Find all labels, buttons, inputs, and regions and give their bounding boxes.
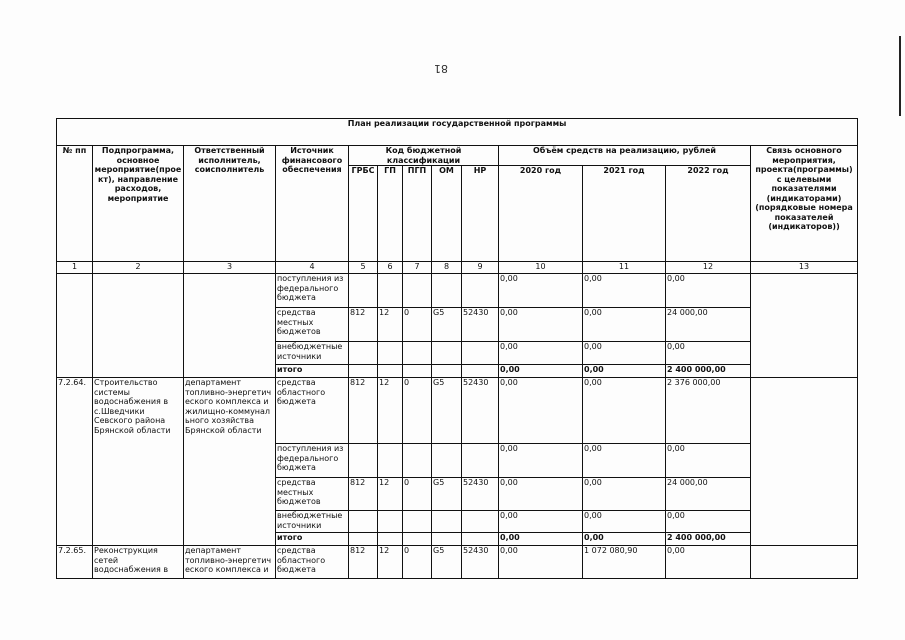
measure-name: Строительство системы водоснабжения в с.Шведчики Севского района Брянской области xyxy=(93,378,184,546)
header-program: Подпрограмма, основное мероприятие(прое кт), направление расходов, мероприятие xyxy=(93,146,184,262)
y2021-cell: 0,00 xyxy=(583,308,666,342)
col-number: 13 xyxy=(751,262,858,274)
gp-cell xyxy=(378,274,403,308)
grbs-cell: 812 xyxy=(349,546,378,579)
table-row xyxy=(57,378,858,444)
pgp-cell xyxy=(403,444,432,478)
om-cell xyxy=(432,533,462,546)
pgp-cell: 0 xyxy=(403,478,432,511)
pgp-cell xyxy=(403,274,432,308)
source-cell: средства местных бюджетов xyxy=(276,478,349,511)
y2022-cell: 2 376 000,00 xyxy=(666,378,751,444)
header-link: Связь основного мероприятия, проекта(программы) с целевыми показателями (индикаторами) (порядковые номера показателей (индикаторов)) xyxy=(751,146,858,262)
header-grbs: ГРБС xyxy=(349,166,378,262)
grbs-cell: 812 xyxy=(349,308,378,342)
nr-cell xyxy=(462,533,499,546)
om-cell xyxy=(432,365,462,378)
header-2021: 2021 год xyxy=(583,166,666,262)
y2020-cell: 0,00 xyxy=(499,308,583,342)
gp-cell xyxy=(378,444,403,478)
grbs-cell xyxy=(349,511,378,533)
grbs-cell: 812 xyxy=(349,478,378,511)
y2021-cell: 0,00 xyxy=(583,378,666,444)
grbs-cell xyxy=(349,444,378,478)
source-cell: поступления из федерального бюджета xyxy=(276,274,349,308)
om-cell: G5 xyxy=(432,378,462,444)
nr-cell xyxy=(462,511,499,533)
om-cell: G5 xyxy=(432,308,462,342)
link-cell-empty xyxy=(751,378,858,546)
y2020-cell-total: 0,00 xyxy=(499,533,583,546)
gp-cell: 12 xyxy=(378,478,403,511)
y2021-cell: 0,00 xyxy=(583,342,666,365)
page-number: 81 xyxy=(434,62,448,75)
header-2022: 2022 год xyxy=(666,166,751,262)
gp-cell: 12 xyxy=(378,308,403,342)
source-cell: средства областного бюджета xyxy=(276,546,349,579)
nr-cell xyxy=(462,365,499,378)
header-gp: ГП xyxy=(378,166,403,262)
nr-cell xyxy=(462,274,499,308)
gp-cell xyxy=(378,342,403,365)
om-cell: G5 xyxy=(432,478,462,511)
program-cell-empty xyxy=(93,274,184,378)
y2022-cell: 24 000,00 xyxy=(666,478,751,511)
link-cell-empty xyxy=(751,546,858,579)
y2021-cell: 0,00 xyxy=(583,444,666,478)
pgp-cell: 0 xyxy=(403,308,432,342)
y2022-cell: 0,00 xyxy=(666,546,751,579)
gp-cell xyxy=(378,533,403,546)
nr-cell xyxy=(462,444,499,478)
y2022-cell: 24 000,00 xyxy=(666,308,751,342)
y2022-cell: 0,00 xyxy=(666,342,751,365)
y2022-cell-total: 2 400 000,00 xyxy=(666,365,751,378)
col-number: 9 xyxy=(462,262,499,274)
pgp-cell xyxy=(403,511,432,533)
col-number: 5 xyxy=(349,262,378,274)
pgp-cell xyxy=(403,365,432,378)
col-number: 2 xyxy=(93,262,184,274)
om-cell: G5 xyxy=(432,546,462,579)
gp-cell xyxy=(378,365,403,378)
col-number: 12 xyxy=(666,262,751,274)
table-row xyxy=(57,546,858,579)
col-number: 7 xyxy=(403,262,432,274)
nr-cell: 52430 xyxy=(462,546,499,579)
y2020-cell: 0,00 xyxy=(499,546,583,579)
gp-cell: 12 xyxy=(378,378,403,444)
y2021-cell: 0,00 xyxy=(583,274,666,308)
measure-name: Реконструкция сетей водоснабжения в xyxy=(93,546,184,579)
col-number: 6 xyxy=(378,262,403,274)
y2022-cell-total: 2 400 000,00 xyxy=(666,533,751,546)
y2022-cell: 0,00 xyxy=(666,444,751,478)
y2020-cell-total: 0,00 xyxy=(499,365,583,378)
executor-cell-empty xyxy=(184,274,276,378)
col-number: 4 xyxy=(276,262,349,274)
y2020-cell: 0,00 xyxy=(499,342,583,365)
nr-cell xyxy=(462,342,499,365)
gp-cell: 12 xyxy=(378,546,403,579)
y2021-cell: 0,00 xyxy=(583,511,666,533)
grbs-cell xyxy=(349,365,378,378)
source-cell-total: итого xyxy=(276,365,349,378)
header-budget-code: Код бюджетной классификации xyxy=(349,146,499,166)
source-cell-total: итого xyxy=(276,533,349,546)
y2020-cell: 0,00 xyxy=(499,478,583,511)
nr-cell: 52430 xyxy=(462,478,499,511)
nr-cell: 52430 xyxy=(462,308,499,342)
pgp-cell xyxy=(403,533,432,546)
header-num: № пп xyxy=(57,146,93,262)
header-nr: НР xyxy=(462,166,499,262)
grbs-cell: 812 xyxy=(349,378,378,444)
col-number: 8 xyxy=(432,262,462,274)
om-cell xyxy=(432,511,462,533)
table-title: План реализации государственной программы xyxy=(57,119,858,146)
measure-executor: департамент топливно-энергетич еского комплекса и xyxy=(184,546,276,579)
header-executor: Ответственный исполнитель, соисполнитель xyxy=(184,146,276,262)
pgp-cell: 0 xyxy=(403,546,432,579)
y2022-cell: 0,00 xyxy=(666,274,751,308)
y2021-cell: 0,00 xyxy=(583,478,666,511)
scan-edge-line xyxy=(899,36,901,116)
y2020-cell: 0,00 xyxy=(499,511,583,533)
gp-cell xyxy=(378,511,403,533)
y2021-cell: 1 072 080,90 xyxy=(583,546,666,579)
y2021-cell-total: 0,00 xyxy=(583,533,666,546)
y2021-cell-total: 0,00 xyxy=(583,365,666,378)
header-volume: Объём средств на реализацию, рублей xyxy=(499,146,751,166)
y2020-cell: 0,00 xyxy=(499,378,583,444)
grbs-cell xyxy=(349,533,378,546)
om-cell xyxy=(432,274,462,308)
col-number: 3 xyxy=(184,262,276,274)
col-number: 11 xyxy=(583,262,666,274)
source-cell: внебюджетные источники xyxy=(276,342,349,365)
y2020-cell: 0,00 xyxy=(499,274,583,308)
measure-number: 7.2.64. xyxy=(57,378,93,546)
num-cell-empty xyxy=(57,274,93,378)
om-cell xyxy=(432,342,462,365)
source-cell: средства местных бюджетов xyxy=(276,308,349,342)
measure-executor: департамент топливно-энергетич еского комплекса и жилищно-коммунал ьного хозяйства Брянской области xyxy=(184,378,276,546)
header-2020: 2020 год xyxy=(499,166,583,262)
col-number: 1 xyxy=(57,262,93,274)
header-om: ОМ xyxy=(432,166,462,262)
header-pgp: ПГП xyxy=(403,166,432,262)
col-number: 10 xyxy=(499,262,583,274)
om-cell xyxy=(432,444,462,478)
measure-number: 7.2.65. xyxy=(57,546,93,579)
pgp-cell xyxy=(403,342,432,365)
grbs-cell xyxy=(349,274,378,308)
source-cell: внебюджетные источники xyxy=(276,511,349,533)
plan-table xyxy=(56,118,858,579)
header-source: Источник финансового обеспечения xyxy=(276,146,349,262)
pgp-cell: 0 xyxy=(403,378,432,444)
grbs-cell xyxy=(349,342,378,365)
source-cell: поступления из федерального бюджета xyxy=(276,444,349,478)
y2020-cell: 0,00 xyxy=(499,444,583,478)
nr-cell: 52430 xyxy=(462,378,499,444)
table-row xyxy=(57,274,858,308)
source-cell: средства областного бюджета xyxy=(276,378,349,444)
y2022-cell: 0,00 xyxy=(666,511,751,533)
link-cell-empty xyxy=(751,274,858,378)
